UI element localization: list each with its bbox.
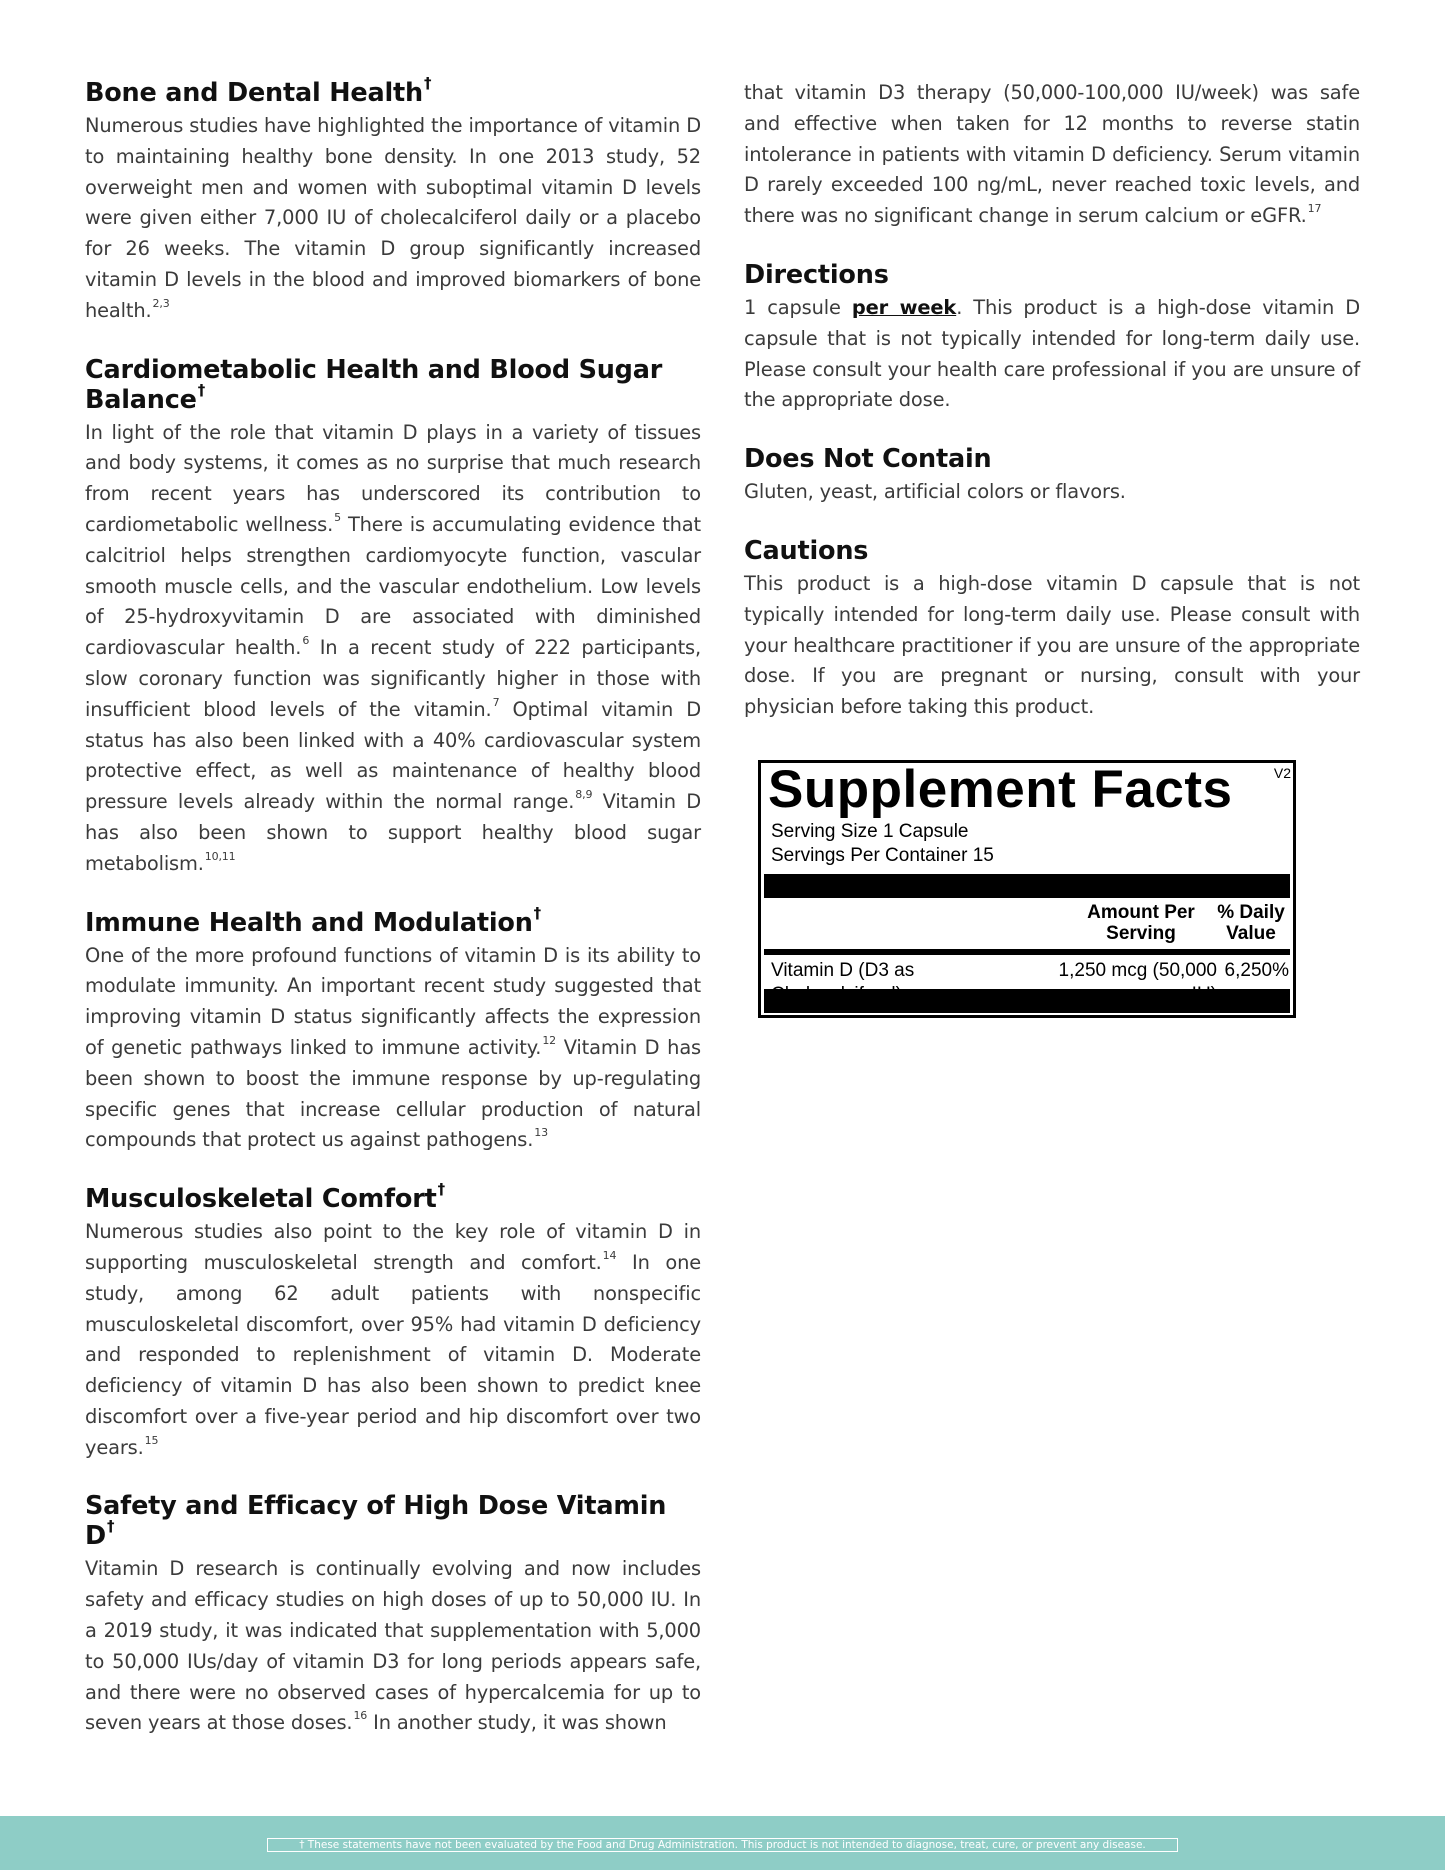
dagger-mark: † — [423, 74, 432, 92]
section-body: In light of the role that vitamin D plays in a variety of tissues and body systems, it comes as no surprise that much research from recent years has underscored its contribution to cardiometabolic wellness.$^5$ There is accumulating evidence that calcitriol helps strengthen cardiomyocyte function, vascular smooth muscle cells, and the vascular endothelium. Low levels of 25-hydroxyvitamin D are associated with diminished cardiovascular health.$^6$ In a recent study of 222 participants, slow coronary function was significantly higher in those with insufficient blood levels of the vitamin.$^7$ Optimal vitamin D status has also been linked with a 40% cardiovascular system protective effect, as well as maintenance of healthy blood pressure levels already within the normal range.$^{8,9}$ Vitamin D has also been shown to support healthy blood sugar metabolism.$^{10,11}$ — [85, 420, 702, 875]
section-bone-dental-health — [85, 74, 701, 327]
dagger-mark: † — [437, 1180, 445, 1199]
section-heading: Safety and Efficacy of High Dose Vitamin D† — [85, 1491, 667, 1552]
section-immune-health — [85, 903, 701, 1157]
section-body: Gluten, yeast, artificial colors or flavors. — [744, 480, 1126, 504]
reference-superscript: 5 — [334, 510, 342, 524]
nutrient-amount: 1,250 mcg (50,000 — [1058, 960, 1217, 981]
reference-superscript: 13 — [534, 1126, 548, 1140]
reference-superscript: 16 — [353, 1709, 368, 1723]
section-heading: Musculoskeletal Comfort† — [85, 1180, 445, 1215]
section-cardiometabolic-health — [85, 355, 701, 880]
section-cautions — [744, 536, 1360, 723]
reference-superscript: 8,9 — [575, 788, 593, 802]
dagger-mark: † — [533, 903, 541, 922]
section-body: Numerous studies have highlighted the importance of vitamin D to maintaining healthy bone density. In one 2013 study, 52 overweight men and women with suboptimal vitamin D levels were given either 7,000 IU of cholecalciferol daily or a placebo for 26 weeks. The vitamin D group significantly increased vitamin D levels in the blood and improved biomarkers of bone health.$^{2,3}$ — [85, 114, 701, 322]
supplement-facts-panel — [758, 760, 1296, 1018]
serving-info — [771, 820, 994, 868]
section-safety-efficacy — [85, 1491, 701, 1739]
section-heading: Immune Health and Modulation† — [85, 903, 541, 938]
divider-thin — [764, 949, 1290, 955]
section-body: that vitamin D3 therapy (50,000-100,000 IU/week) was safe and effective when taken for 12 months to reverse statin intolerance in patients with vitamin D deficiency. Serum vitamin D rarely exceeded 100 ng/mL, never reached toxic levels, and there was no significant change in serum calcium or eGFR.$^{17}$ — [744, 81, 1360, 228]
reference-superscript: 7 — [492, 695, 500, 709]
section-does-not-contain — [744, 444, 1360, 508]
divider-bottom — [764, 989, 1290, 1013]
section-musculoskeletal-comfort — [85, 1180, 701, 1463]
section-heading: Bone and Dental Health† — [85, 74, 432, 108]
section-heading: Cautions — [744, 535, 869, 566]
divider-thick — [764, 874, 1290, 898]
reference-superscript: 6 — [302, 634, 310, 648]
reference-superscript: 2,3 — [152, 296, 170, 310]
reference-superscript: 15 — [144, 1433, 159, 1447]
fda-disclaimer: † These statements have not been evaluated by the Food and Drug Administration. This product is not intended to diagnose, treat, cure, or prevent any disease. — [267, 1838, 1178, 1852]
section-continuation — [744, 78, 1360, 232]
serving-size: Serving Size 1 Capsule — [771, 821, 969, 842]
nutrient-name: Vitamin D (D3 as — [771, 960, 915, 981]
reference-superscript: 10,11 — [204, 849, 236, 863]
section-body: 1 capsule per week. This product is a high-dose vitamin D capsule that is not typically intended for long-term daily use. Please consult your health care professional if you are unsure of the appropriate dose. — [744, 295, 1360, 412]
right-column — [744, 78, 1360, 751]
section-body: Vitamin D research is continually evolving and now includes safety and efficacy studies on high doses of up to 50,000 IU. In a 2019 study, it was indicated that supplementation with 5,000 to 50,000 IUs/day of vitamin D3 for long periods appears safe, and there were no observed cases of hypercalcemia for up to seven years at those doses.$^{16}$ In another study, it was shown — [85, 1557, 701, 1735]
reference-superscript: 12 — [542, 1033, 557, 1047]
section-body: One of the more profound functions of vitamin D is its ability to modulate immunity. An important recent study suggested that improving vitamin D status significantly affects the expression of genetic pathways linked to immune activity.$^{12}$ Vitamin D has been shown to boost the immune response by up-regulating specific genes that increase cellular production of natural compounds that protect us against pathogens.$^{13}$ — [85, 943, 701, 1152]
dagger-mark: † — [197, 380, 206, 399]
section-directions — [744, 260, 1360, 416]
footer-band — [0, 1816, 1445, 1870]
reference-superscript: 14 — [602, 1248, 617, 1262]
section-heading: Cardiometabolic Health and Blood Sugar Balance† — [85, 354, 663, 415]
section-heading: Directions — [744, 259, 889, 290]
dagger-mark: † — [106, 1517, 115, 1536]
section-body: Numerous studies also point to the key role of vitamin D in supporting musculoskeletal strength and comfort.$^{14}$ In one study, among 62 adult patients with nonspecific musculoskeletal discomfort, over 95% had vitamin D deficiency and responded to replenishment of vitamin D. Moderate deficiency of vitamin D has also been shown to predict knee discomfort over a five-year period and hip discomfort over two years.$^{15}$ — [85, 1220, 701, 1459]
left-column — [85, 74, 702, 1767]
servings-per-container: Servings Per Container 15 — [771, 845, 994, 866]
section-body: This product is a high-dose vitamin D capsule that is not typically intended for long-term daily use. Please consult with your healthcare practitioner if you are unsure of the appropriate dose. If you are pregnant or nursing, consult with your physician before taking this product. — [744, 571, 1360, 719]
reference-superscript: 17 — [1307, 202, 1322, 216]
column-header-amount: Amount Per Serving — [1087, 902, 1195, 944]
section-heading: Does Not Contain — [744, 444, 992, 475]
nutrient-daily-value: 6,250% — [1224, 960, 1289, 981]
column-header-daily-value: % Daily Value — [1217, 902, 1285, 944]
dosage-emphasis: per week — [851, 295, 957, 319]
version-label: V2 — [1273, 765, 1291, 781]
supplement-facts-title: Supplement Facts — [768, 760, 1233, 819]
